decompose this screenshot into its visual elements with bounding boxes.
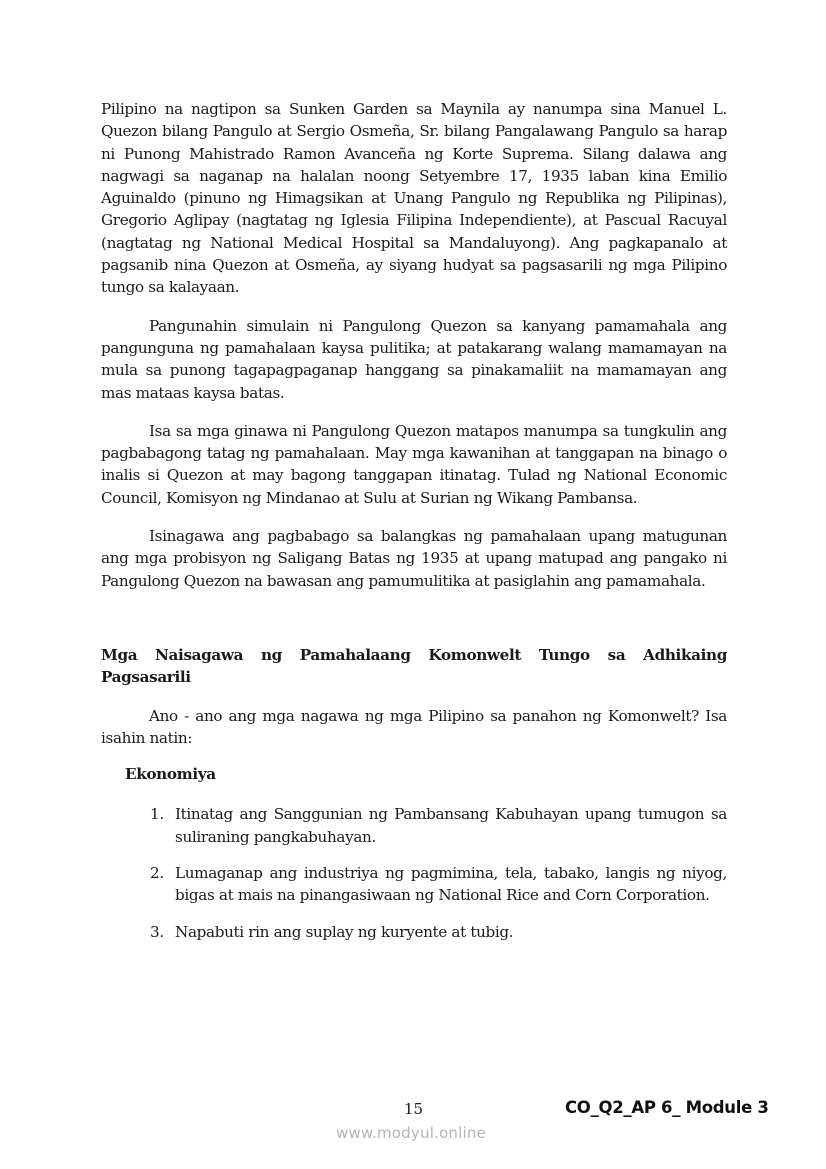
economy-list [101,803,727,942]
paragraph-inauguration: Pilipino na nagtipon sa Sunken Garden sa Maynila ay nanumpa sina Manuel L. Quezon bilang Pangulo at Sergio Osmeña, Sr. bilang Pangalawang Pangulo sa harap ni Punong Mahistrado Ramon Avanceña ng Korte Suprema. Silang dalawa ang nagwagi sa naganap na halalan noong Setyembre 17, 1935 laban kina Emilio Aguinaldo (pinuno ng Himagsikan at Unang Pangulo ng Republika ng Pilipinas), Gregorio Aglipay (nagtatag ng Iglesia Filipina Independiente), at Pascual Racuyal (nagtatag ng National Medical Hospital sa Mandaluyong). Ang pagkapanalo at pagsanib nina Quezon at Osmeña, ay siyang hudyat sa pagsasarili ng mga Pilipino tungo sa kalayaan. [101,100,727,297]
document-body [101,98,727,957]
watermark: www.modyul.online [336,1124,486,1142]
list-number: 3. [150,922,164,941]
section-heading: Mga Naisagawa ng Pamahalaang Komonwelt Tungo sa Adhikaing Pagsasarili [101,645,727,687]
paragraph-government-reorganization: Isa sa mga ginawa ni Pangulong Quezon matapos manumpa sa tungkulin ang pagbabagong tatag ng pamahalaan. May mga kawanihan at tanggapan na binago o inalis si Quezon at may bagong tanggapan itinatag. Tulad ng National Economic Council, Komisyon ng Mindanao at Sulu at Surian ng Wikang Pambansa. [101,421,727,507]
list-item [150,803,727,848]
page-number: 15 [404,1100,424,1118]
list-item [150,921,727,943]
paragraph-quezon-principles: Pangunahin simulain ni Pangulong Quezon sa kanyang pamamahala ang pangunguna ng pamahalaan kaysa pulitika; at patakarang walang mamamayan na mula sa punong tagapagpaganap hanggang sa pinakamaliit na mamamayan ang mas mataas kaysa batas. [101,316,727,402]
list-number: 2. [150,864,164,883]
section-commonwealth-achievements [101,644,727,943]
list-text: Napabuti rin ang suplay ng kuryente at tubig. [175,922,514,941]
list-number: 1. [150,805,164,824]
module-code: CO_Q2_AP 6_ Module 3 [565,1098,769,1117]
subheading-ekonomiya: Ekonomiya [125,765,216,784]
paragraph-structural-changes: Isinagawa ang pagbabago sa balangkas ng pamahalaan upang matugunan ang mga probisyon ng Saligang Batas ng 1935 at upang matupad ang pangako ni Pangulong Quezon na bawasan ang pamumulitika at pasiglahin ang pamamahala. [101,527,727,590]
section-intro: Ano - ano ang mga nagawa ng mga Pilipino sa panahon ng Komonwelt? Isa isahin natin: [101,706,727,747]
list-text: Itinatag ang Sanggunian ng Pambansang Kabuhayan upang tumugon sa suliraning pangkabuhayan. [175,805,727,846]
list-text: Lumaganap ang industriya ng pagmimina, tela, tabako, langis ng niyog, bigas at mais na pinangasiwaan ng National Rice and Corn Corporation. [175,864,727,905]
list-item [150,862,727,907]
